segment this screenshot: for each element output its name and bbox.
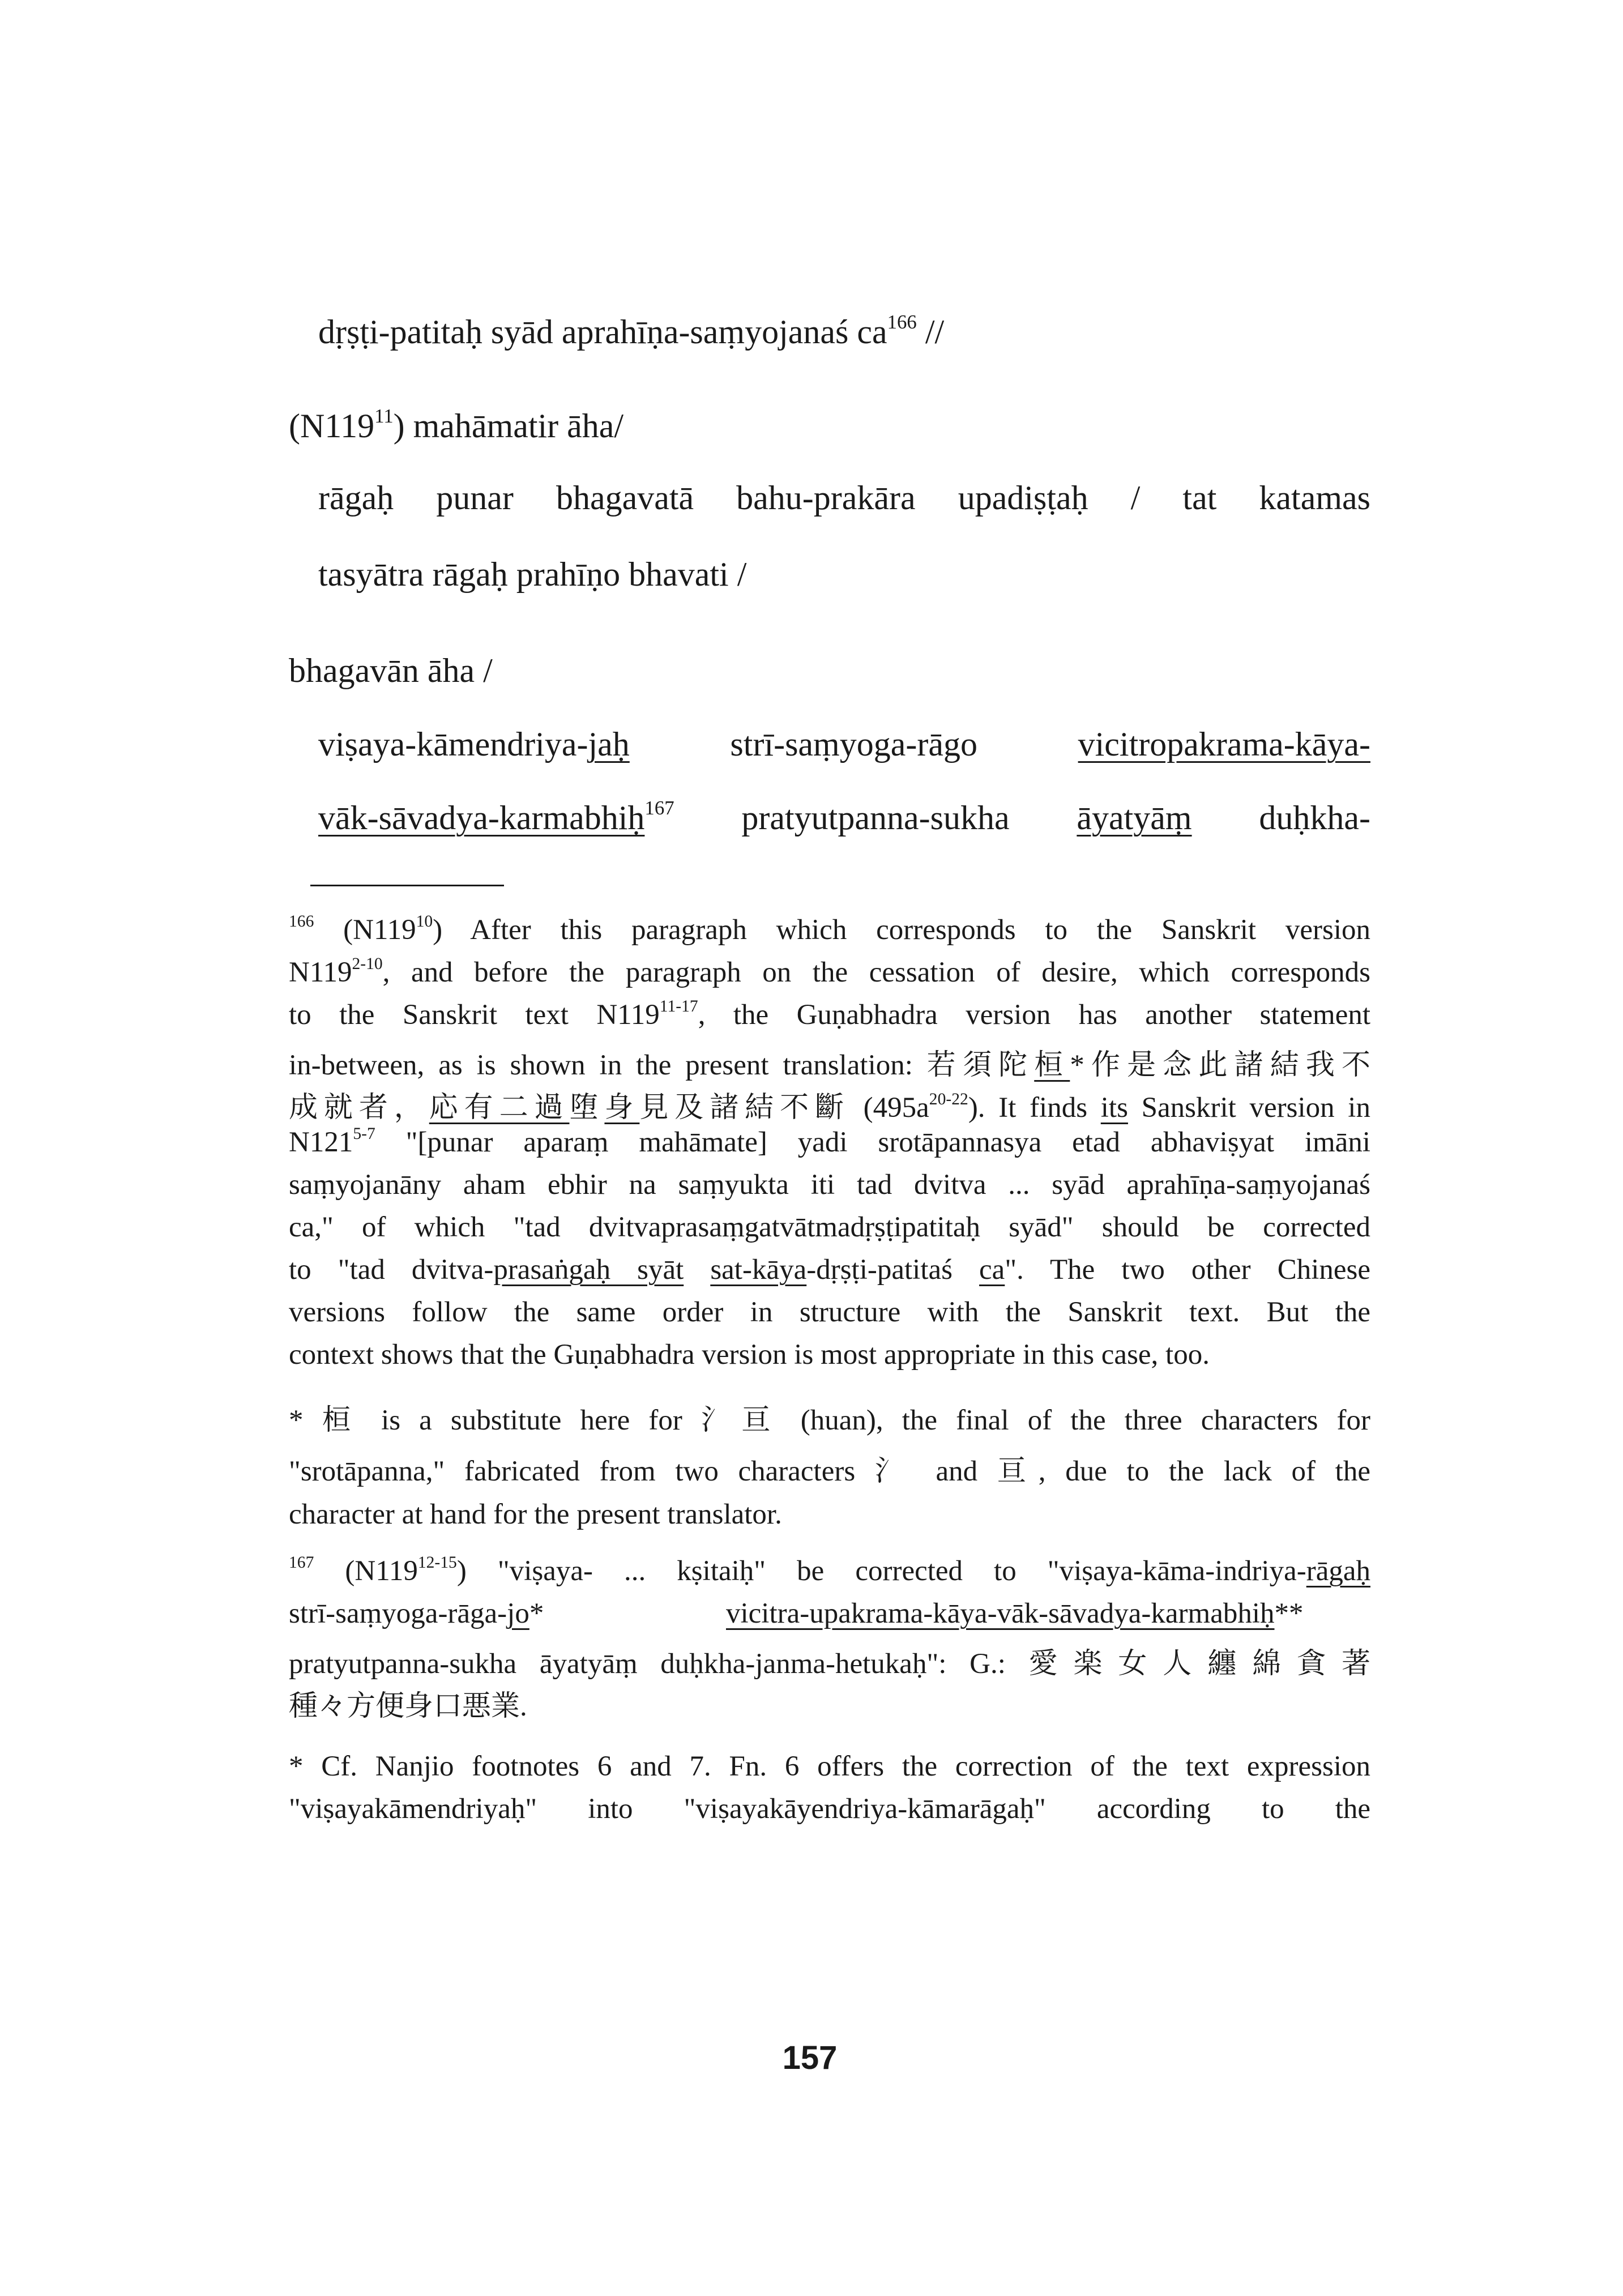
footnote-166-line: in-between, as is shown in the present translation: 若須陀桓*作是念此諸結我不 — [289, 1049, 1370, 1081]
main-line-visaya-2: vāk-sāvadya-karmabhiḥ$^{167}$ pratyutpanna-sukha āyatyāṃ duḥkha- — [318, 796, 1370, 837]
footnote-166-line: versions follow the same order in structure with the Sanskrit text. But the — [289, 1296, 1370, 1328]
asterisk-note-line: "viṣayakāmendriyaḥ" into "viṣayakāyendriya-kāmarāgaḥ" according to the — [289, 1793, 1370, 1825]
footnote-166-line: 成就者，応有二過堕身見及諸結不斷 $(495a^{20-22})$. It finds its Sanskrit version in — [289, 1090, 1370, 1124]
footnote-167-line: strī-saṃyoga-rāga-jo* — [289, 1598, 544, 1629]
page-number: 157 — [782, 2039, 838, 2076]
footnote-166-line: saṃyojanāny aham ebhir na saṃyukta iti tad dvitva ... syād aprahīṇa-saṃyojanaś — [289, 1169, 1370, 1201]
footnote-number: 167 — [289, 1553, 314, 1572]
footnote-167-line: $^{167}$ (N119$^{12-15}$) "viṣaya- ... kṣitaiḥ" be corrected to "viṣaya-kāma-indriya-rāgaḥ — [289, 1553, 1370, 1587]
footnote-167-line-right: vicitra-upakrama-kāya-vāk-sāvadya-karmabhiḥ** — [726, 1598, 1304, 1629]
asterisk-note-line: "srotāpanna," fabricated from two characters 氵 and 亘, due to the lack of the — [289, 1456, 1370, 1487]
footnote-ref-166: 166 — [887, 310, 917, 333]
footnote-166-line: to "tad dvitva-prasaṅgaḥ syāt sat-kāya-dṛṣṭi-patitaś ca". The two other Chinese — [289, 1254, 1371, 1286]
footnote-166-line: context shows that the Guṇabhadra version is most appropriate in this case, too. — [289, 1339, 1210, 1371]
main-line-ragah-2: tasyātra rāgaḥ prahīṇo bhavati / — [318, 556, 747, 593]
footnote-166-line: $^{166}$ $(N119^{10})$ After this paragraph which corresponds to the Sanskrit version — [289, 912, 1371, 946]
footnote-separator-rule — [310, 885, 504, 886]
main-heading-bhagavan: bhagavān āha / — [289, 652, 493, 689]
asterisk-note-line: * 桓 is a substitute here for 氵亘 (huan), the final of the three characters for — [289, 1405, 1370, 1436]
footnote-167-line: 種々方便身口悪業. — [289, 1691, 527, 1722]
footnote-166-line: N121$^{5-7}$ "[punar aparaṃ mahāmate] yadi srotāpannasya etad abhaviṣyat imāni — [289, 1124, 1370, 1158]
asterisk-note-line: character at hand for the present translator. — [289, 1499, 782, 1530]
footnote-ref-167: 167 — [644, 796, 674, 819]
footnote-166-line: N119$^{2-10}$, and before the paragraph on the cessation of desire, which corresponds — [289, 954, 1370, 988]
footnote-166-line: ca," of which "tad dvitvaprasaṃgatvātmadṛṣṭipatitaḥ syād" should be corrected — [289, 1211, 1370, 1243]
main-line-visaya-1: viṣaya-kāmendriya-jaḥ strī-saṃyoga-rāgo vicitropakrama-kāya- — [318, 725, 1370, 763]
asterisk-note-line: * Cf. Nanjio footnotes 6 and 7. Fn. 6 offers the correction of the text expression — [289, 1751, 1370, 1782]
footnote-167-line: pratyutpanna-sukha āyatyāṃ duḥkha-janma-hetukaḥ": G.: 愛楽女人纏綿貪著 — [289, 1648, 1370, 1680]
main-line-drsti: dṛṣṭi-patitaḥ syād aprahīṇa-saṃyojanaś $ca^{166}$ // — [318, 310, 945, 351]
footnote-number: 166 — [289, 912, 314, 931]
footnote-166-line: to the Sanskrit text N119$^{11-17}$, the Guṇabhadra version has another statement — [289, 997, 1370, 1031]
main-heading-mahamati: $(N119^{11})$ mahāmatir āha/ — [289, 404, 624, 445]
main-line-ragah-1: rāgaḥ punar bhagavatā bahu-prakāra upadiṣṭaḥ / tat katamas — [318, 479, 1370, 517]
